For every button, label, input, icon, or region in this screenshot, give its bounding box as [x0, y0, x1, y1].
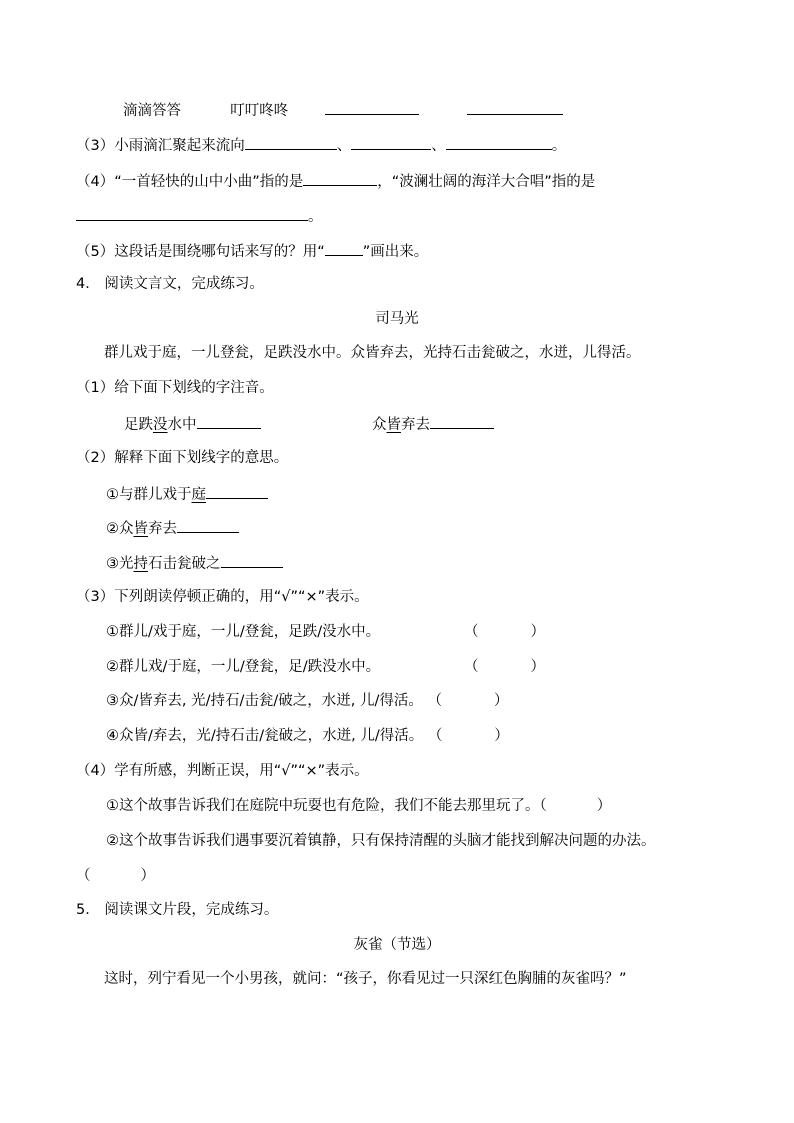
- paren: （: [464, 624, 479, 640]
- question-3-5: [76, 240, 428, 262]
- item-text: 弃去: [148, 521, 177, 537]
- separator: 、: [431, 138, 446, 154]
- answer-blank[interactable]: [351, 134, 431, 150]
- underlined-char: 没: [153, 417, 168, 433]
- question-4-title: 4． 阅读文言文，完成练习。: [76, 276, 264, 292]
- paren: ）: [493, 693, 509, 709]
- answer-parens[interactable]: [464, 657, 545, 677]
- answer-blank[interactable]: [245, 134, 337, 150]
- answer-blank[interactable]: [206, 483, 268, 499]
- paren: ）: [530, 659, 545, 675]
- period: 。: [308, 209, 323, 225]
- meaning-item-2: [106, 517, 239, 539]
- word-1: 滴滴答答: [123, 103, 181, 119]
- question-4-2: （2）解释下面下划线字的意思。: [76, 450, 289, 466]
- underlined-char: 庭: [191, 487, 206, 503]
- answer-parens[interactable]: [76, 866, 155, 886]
- underline-sample: [325, 240, 363, 256]
- question-4-1: （1）给下面下划线的字注音。: [76, 380, 274, 396]
- question-3-3: [76, 134, 566, 156]
- answer-blank[interactable]: [177, 517, 239, 533]
- paren: ）: [494, 728, 509, 744]
- question-4-3: （3）下列朗读停顿正确的，用“√”“×”表示。: [76, 589, 369, 605]
- word-line: [123, 99, 563, 121]
- question-text: ”画出来。: [362, 244, 429, 260]
- meaning-item-3: [106, 552, 283, 574]
- underlined-char: 持: [133, 556, 148, 572]
- paren: ）: [596, 798, 612, 814]
- answer-blank[interactable]: [446, 134, 552, 150]
- item-text: 足跌: [124, 417, 153, 433]
- question-5-title: 5． 阅读课文片段，完成练习。: [76, 902, 279, 918]
- paren: （: [427, 693, 442, 709]
- item-text: ②众: [106, 521, 134, 537]
- item-text: 石击瓮破之: [148, 556, 221, 572]
- item-text: 众: [372, 417, 387, 433]
- paren: （: [76, 868, 91, 884]
- answer-blank[interactable]: [221, 552, 283, 568]
- judge-statement-2: ②这个故事告诉我们遇事要沉着镇静，只有保持清醒的头脑才能找到解决问题的办法。: [106, 833, 656, 849]
- pinyin-item-b: [372, 413, 494, 435]
- item-text: 弃去: [401, 417, 430, 433]
- pinyin-item-a: [124, 413, 261, 435]
- paren: （: [539, 798, 547, 814]
- passage-text: 群儿戏于庭，一儿登瓮，足跌没水中。众皆弃去，光持石击瓮破之，水迸，儿得活。: [104, 345, 641, 361]
- paren: ）: [530, 624, 545, 640]
- paren: ）: [140, 868, 155, 884]
- paren: （: [464, 659, 479, 675]
- pause-option-1: ①群儿/戏于庭，一儿/登瓮，足跌/没水中。: [106, 624, 381, 640]
- option-text: ④众皆/弃去，光/持石击/瓮破之，水迸, 儿/得活。: [106, 728, 424, 744]
- item-text: ①与群儿戏于: [106, 487, 192, 503]
- answer-blank[interactable]: [76, 205, 308, 221]
- answer-blank[interactable]: [430, 413, 494, 429]
- statement-text: ①这个故事告诉我们在庭院中玩耍也有危险，我们不能去那里玩了。: [106, 798, 540, 814]
- question-text: ，“波澜壮阔的海洋大合唱”指的是: [377, 174, 596, 190]
- question-text: （5）这段话是围绕哪句话来写的？用“: [76, 244, 325, 260]
- passage-title: 司马光: [375, 311, 419, 327]
- answer-blank[interactable]: [467, 99, 563, 115]
- question-3-4: [76, 170, 595, 192]
- option-text: ③众/皆弃去, 光/持石/击瓮/破之，水迸, 儿/得活。: [106, 693, 423, 709]
- pause-option-2: ②群儿戏/于庭，一儿/登瓮，足/跌没水中。: [106, 659, 381, 675]
- judge-statement-1: [106, 796, 611, 816]
- paren: （: [427, 728, 443, 744]
- answer-blank[interactable]: [325, 99, 419, 115]
- passage-text: 这时，列宁看见一个小男孩，就问：“孩子，你看见过一只深红色胸脯的灰雀吗？”: [104, 971, 627, 987]
- answer-blank[interactable]: [303, 170, 377, 186]
- item-text: 水中: [167, 417, 197, 433]
- question-4-4: （4）学有所感，判断正误，用“√”“×”表示。: [76, 763, 369, 779]
- question-text: （4）“一首轻快的山中小曲”指的是: [76, 174, 304, 190]
- word-2: 叮叮咚咚: [230, 103, 289, 119]
- question-3-4-cont: [76, 205, 323, 227]
- pause-option-4: [106, 726, 509, 746]
- underlined-char: 皆: [133, 521, 148, 537]
- question-text: （3）小雨滴汇聚起来流向: [76, 138, 245, 154]
- pause-option-3: [106, 691, 508, 711]
- period: 。: [551, 138, 567, 154]
- answer-parens[interactable]: [464, 622, 545, 642]
- underlined-char: 皆: [386, 417, 401, 433]
- meaning-item-1: [106, 483, 268, 505]
- passage-title: 灰雀（节选）: [353, 937, 441, 953]
- item-text: ③光: [106, 556, 134, 572]
- separator: 、: [336, 138, 352, 154]
- answer-blank[interactable]: [197, 413, 261, 429]
